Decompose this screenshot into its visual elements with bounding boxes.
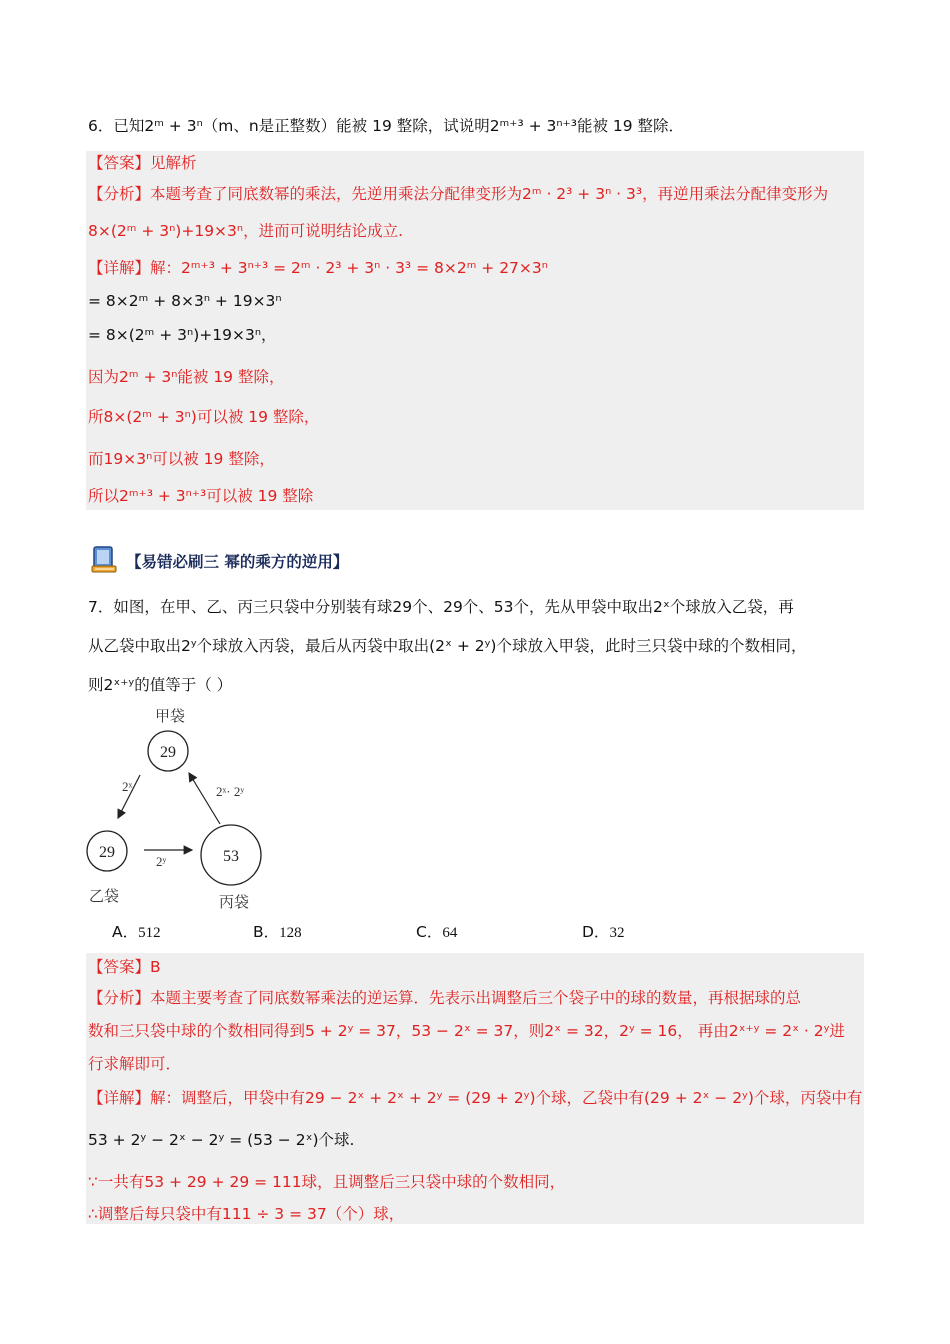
- q7-detail-1: 【详解】解：调整后，甲袋中有29 − 2ˣ + 2ˣ + 2ʸ = (29 + 2ʸ)个球，乙袋中有(29 + 2ˣ − 2ʸ)个球，丙袋中有: [88, 1089, 863, 1107]
- arrow-ab-label: 2ˣ: [122, 779, 133, 794]
- bag-a-count: 29: [160, 744, 176, 761]
- q7-analysis-2: 数和三只袋中球的个数相同得到5 + 2ʸ = 37，53 − 2ˣ = 37，则2ˣ = 32，2ʸ = 16， 再由2ˣ⁺ʸ = 2ˣ · 2ʸ进: [88, 1022, 845, 1040]
- option-a-value: 512: [138, 925, 161, 941]
- q7-line-3: 则2ˣ⁺ʸ的值等于（ ）: [88, 676, 233, 694]
- q6-detail-4: 因为2ᵐ + 3ⁿ能被 19 整除，: [88, 368, 285, 386]
- arrow-ca-label: 2ˣ· 2ʸ: [216, 784, 245, 799]
- option-b-label: B．: [253, 923, 280, 941]
- section-heading: [90, 545, 348, 577]
- option-c-label: C．: [416, 923, 443, 941]
- q7-answer: 【答案】B: [88, 958, 161, 976]
- q7-detail-4: ∴调整后每只袋中有111 ÷ 3 = 37（个）球，: [88, 1205, 405, 1223]
- q7-line-2: 从乙袋中取出2ʸ个球放入丙袋，最后从丙袋中取出(2ˣ + 2ʸ)个球放入甲袋，此时三只袋中球的个数相同，: [88, 637, 807, 655]
- q6-analysis-1: 【分析】本题考查了同底数幂的乘法，先逆用乘法分配律变形为2ᵐ · 2³ + 3ⁿ · 3³，再逆用乘法分配律变形为: [88, 185, 829, 203]
- option-d[interactable]: [582, 920, 624, 942]
- section-title: 【易错必刷三 幂的乘方的逆用】: [126, 553, 349, 571]
- q6-detail-5: 所8×(2ᵐ + 3ⁿ)可以被 19 整除，: [88, 408, 320, 426]
- option-c-value: 64: [442, 925, 458, 941]
- option-c[interactable]: [416, 920, 457, 942]
- bag-b-label: 乙袋: [88, 889, 120, 905]
- bag-c-label: 丙袋: [218, 895, 250, 911]
- option-a-label: A．: [112, 923, 139, 941]
- book-icon: [90, 544, 120, 578]
- q7-detail-2: 53 + 2ʸ − 2ˣ − 2ʸ = (53 − 2ˣ)个球.: [88, 1131, 355, 1149]
- bags-diagram: [80, 700, 280, 915]
- bag-b-count: 29: [99, 844, 115, 861]
- bag-a-label: 甲袋: [154, 709, 186, 725]
- option-b-value: 128: [279, 925, 302, 941]
- q6-detail-6: 而19×3ⁿ可以被 19 整除，: [88, 450, 275, 468]
- q6-detail-1: 【详解】解：2ᵐ⁺³ + 3ⁿ⁺³ = 2ᵐ · 2³ + 3ⁿ · 3³ = 8×2ᵐ + 27×3ⁿ: [88, 259, 548, 277]
- option-b[interactable]: [253, 920, 302, 942]
- q6-analysis-2: 8×(2ᵐ + 3ⁿ)+19×3ⁿ，进而可说明结论成立.: [88, 222, 404, 240]
- q6-answer: 【答案】见解析: [88, 154, 197, 172]
- option-a[interactable]: [112, 920, 161, 942]
- option-d-value: 32: [609, 925, 625, 941]
- q6-detail-3: = 8×(2ᵐ + 3ⁿ)+19×3ⁿ，: [88, 326, 277, 344]
- q7-detail-3: ∵一共有53 + 29 + 29 = 111球，且调整后三只袋中球的个数相同，: [88, 1173, 566, 1191]
- bag-c-count: 53: [223, 848, 239, 865]
- q6-detail-7: 所以2ᵐ⁺³ + 3ⁿ⁺³可以被 19 整除: [88, 487, 314, 505]
- q7-line-1: 7．如图，在甲、乙、丙三只袋中分别装有球29个、29个、53个，先从甲袋中取出2ˣ个球放入乙袋，再: [88, 598, 794, 616]
- option-d-label: D．: [582, 923, 610, 941]
- q6-question: 6．已知2ᵐ + 3ⁿ（m、n是正整数）能被 19 整除，试说明2ᵐ⁺³ + 3ⁿ⁺³能被 19 整除．: [88, 117, 685, 135]
- arrow-bc-label: 2ʸ: [156, 854, 167, 869]
- q6-detail-2: = 8×2ᵐ + 8×3ⁿ + 19×3ⁿ: [88, 292, 282, 310]
- q7-analysis-3: 行求解即可．: [88, 1055, 182, 1073]
- q7-analysis-1: 【分析】本题主要考查了同底数幂乘法的逆运算．先表示出调整后三个袋子中的球的数量，再根据球的总: [88, 989, 802, 1007]
